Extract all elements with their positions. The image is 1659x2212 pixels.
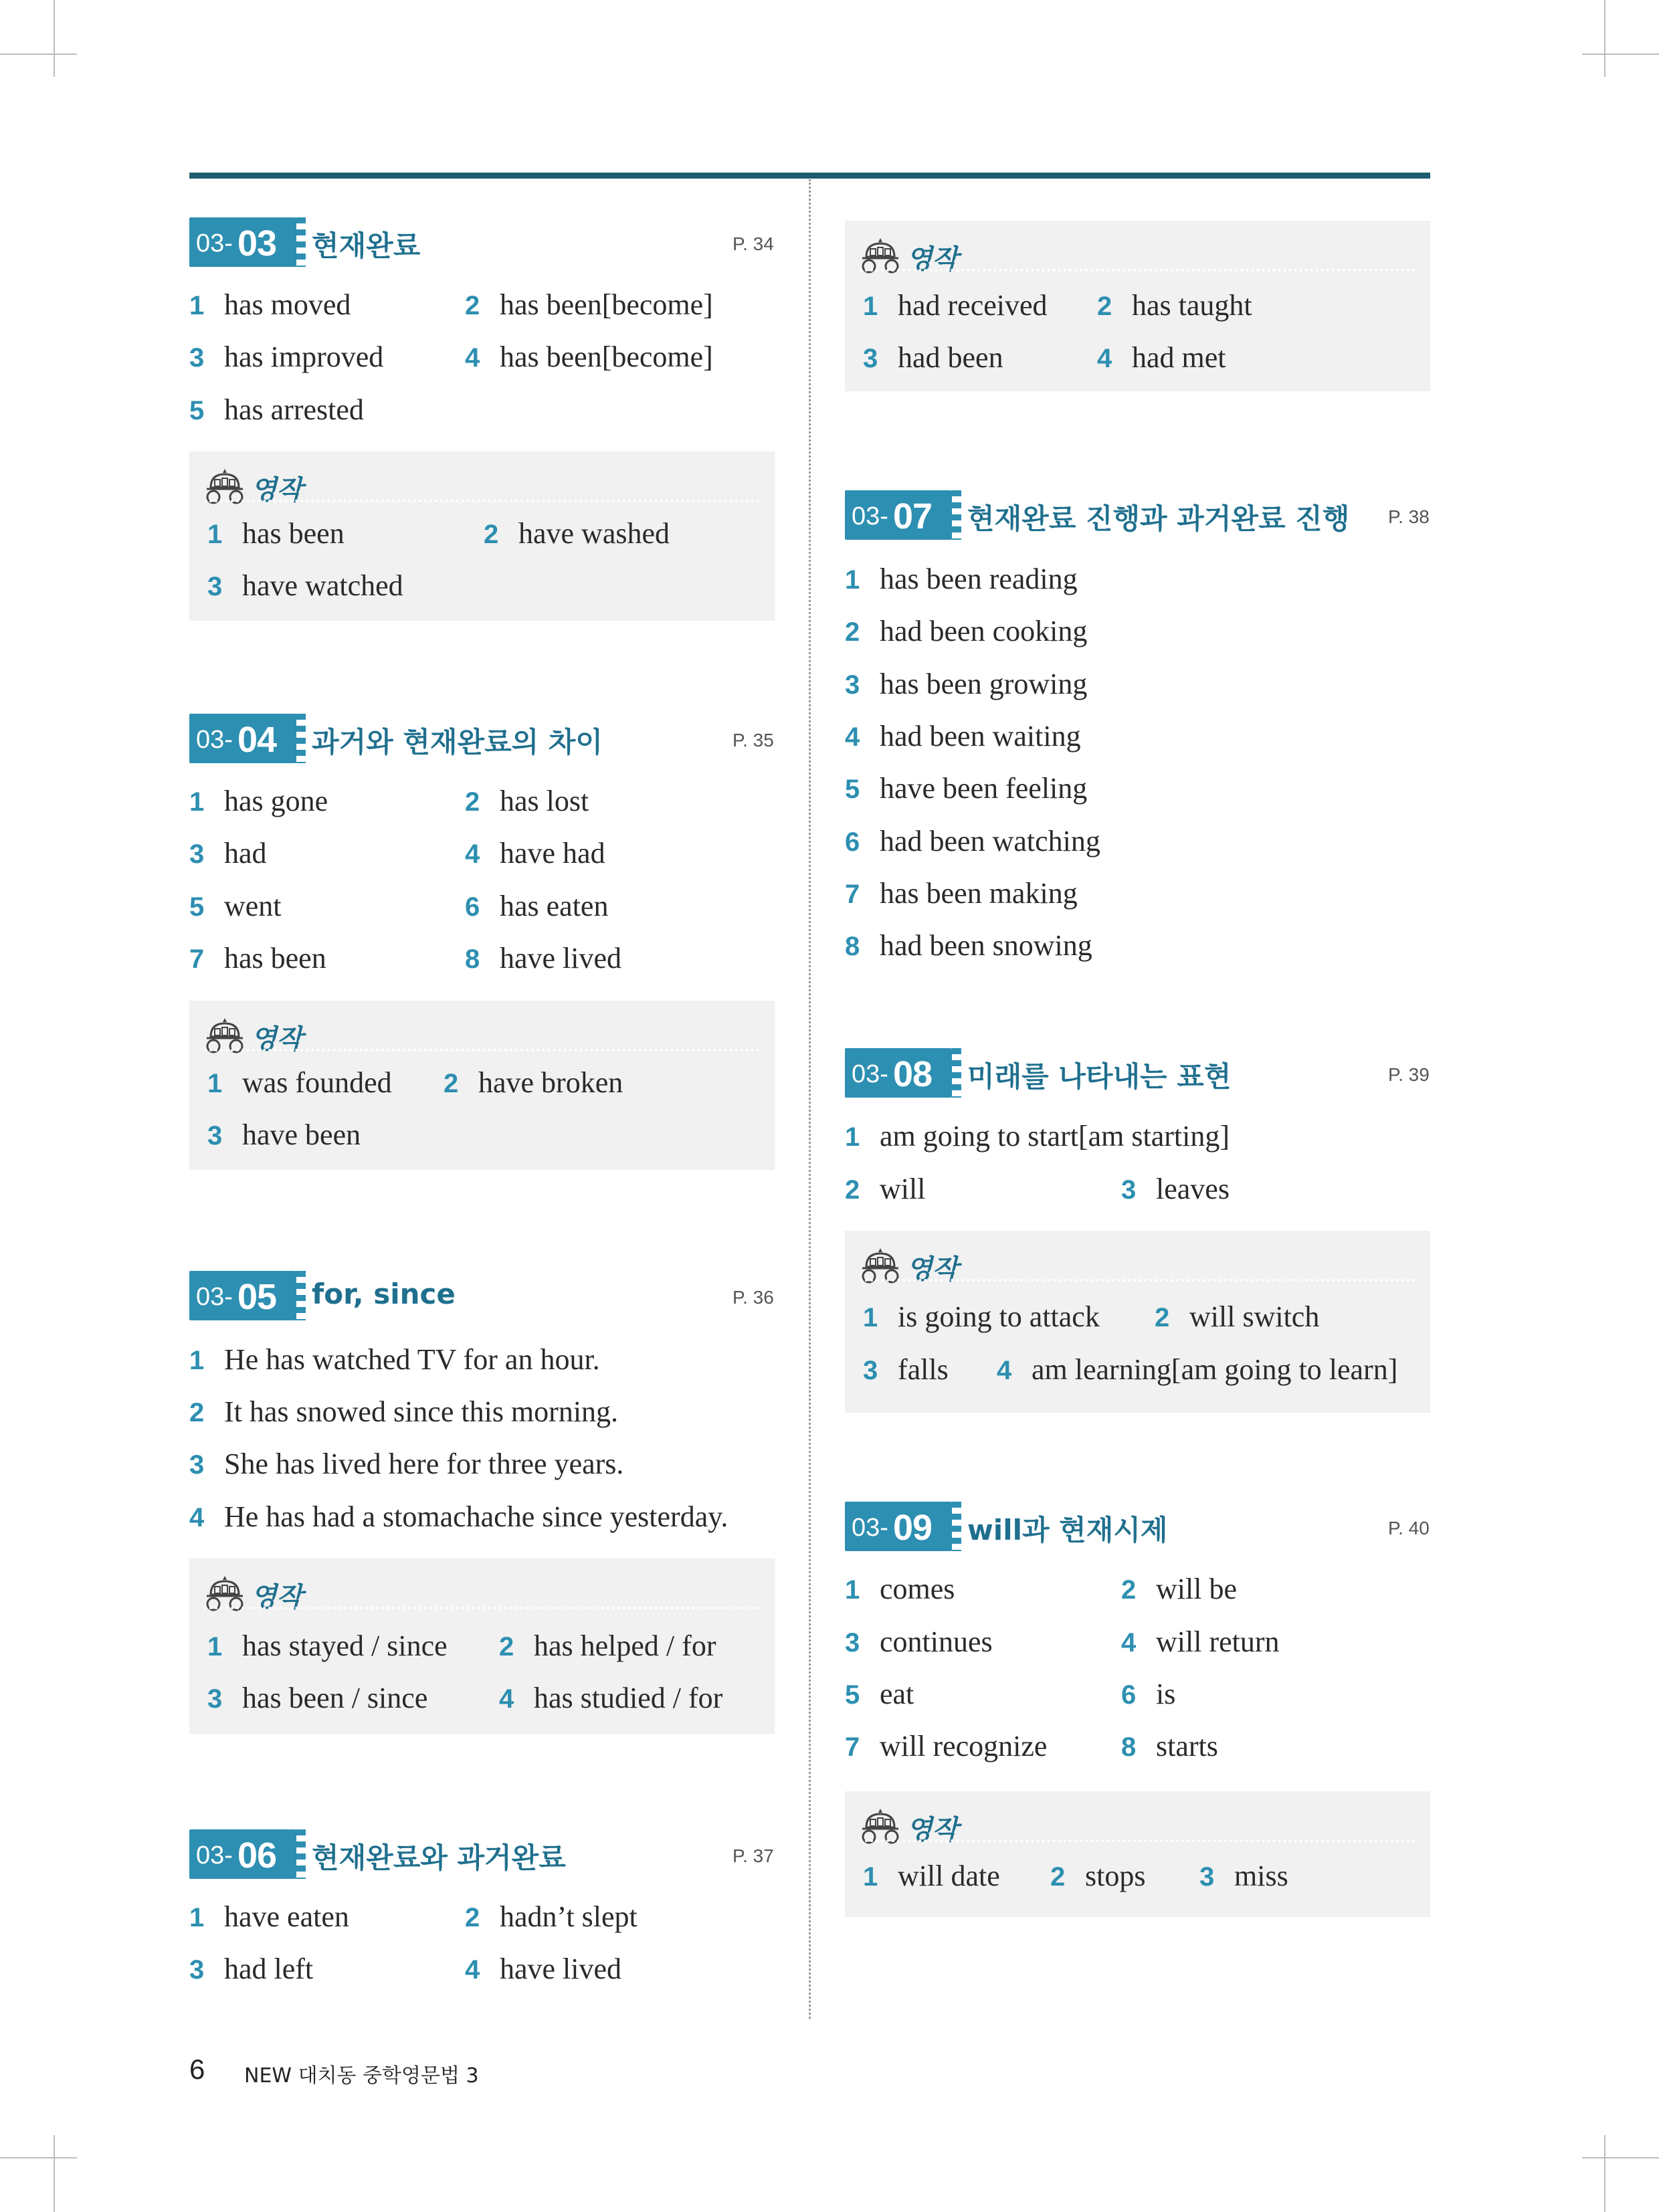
answer-number: 4 [189,1503,205,1532]
answer-item [465,284,713,326]
section-03-08 [845,1048,1430,1098]
answer-item [465,833,605,875]
section-badge [189,714,296,763]
answer-number: 4 [465,343,480,373]
answer-text: am learning[am going to learn] [1032,1353,1398,1386]
answer-text: have lived [500,942,622,975]
answer-text: has been [242,517,345,550]
section-title: 현재완료 [312,229,421,262]
answer-text: is going to attack [898,1300,1100,1333]
box-title: 영작 [906,1815,959,1845]
answer-number: 3 [189,1955,205,1985]
answer-text: has stayed / since [242,1629,448,1662]
answer-text: will be [1156,1573,1237,1605]
badge-number: 09 [893,1508,933,1548]
answer-text: He has had a stomachache since yesterday. [224,1500,728,1533]
badge-number: 06 [237,1835,277,1876]
answer-item [1097,337,1226,379]
answer-number: 3 [845,1628,860,1657]
answer-item [207,1678,427,1720]
answer-number: 1 [207,1069,223,1098]
section-header [845,1502,1430,1551]
answer-item [1121,1169,1230,1211]
page-reference: P. 35 [733,730,774,750]
answer-text: has been / since [242,1682,428,1714]
badge-prefix: 03- [852,1060,888,1088]
answer-number: 6 [465,892,480,922]
answer-item [997,1349,1397,1391]
answer-number: 1 [207,520,223,549]
answer-number: 5 [845,775,860,804]
answer-item [189,1339,600,1381]
badge-number: 03 [237,223,277,264]
writing-practice-box [845,221,1430,391]
answer-number: 3 [189,343,205,373]
answer-text: is [1156,1678,1176,1710]
answer-number: 7 [189,944,205,974]
answer-item [207,513,345,555]
crop-mark [1604,2135,1605,2212]
section-header [845,1048,1430,1098]
answer-number: 2 [1155,1303,1170,1332]
answer-text: will switch [1189,1300,1320,1333]
badge-prefix: 03- [196,726,233,754]
answer-number: 2 [444,1069,459,1098]
answer-item [499,1625,716,1668]
answer-number: 2 [845,617,860,647]
answer-text: has helped / for [534,1629,716,1662]
answer-item [499,1678,722,1720]
book-title: NEW 대치동 중학영문법 3 [244,2064,479,2088]
answer-item [1121,1674,1175,1716]
answer-item [207,1114,361,1157]
answer-item [189,833,267,875]
answer-item [1097,285,1252,327]
answer-item [207,1062,392,1104]
answer-text: had left [224,1952,314,1985]
answer-text: have broken [478,1066,623,1099]
answer-item [465,938,621,980]
section-badge [845,490,952,540]
answer-text: have watched [242,569,403,602]
answer-text: has been growing [880,668,1088,700]
answer-number: 2 [499,1632,514,1662]
answer-number: 2 [465,1903,480,1932]
answer-number: 1 [189,291,205,320]
answer-item [1199,1855,1288,1898]
writing-practice-box [189,1559,775,1734]
answer-text: leaves [1156,1173,1230,1205]
answer-number: 5 [189,396,205,425]
section-title: for, since [312,1278,456,1310]
answer-item [863,1349,949,1391]
answer-item [845,664,1087,706]
answer-text: will [880,1173,926,1205]
answer-text: has taught [1132,289,1252,322]
crop-mark [54,0,55,77]
answer-number: 3 [863,1356,878,1385]
badge-number: 08 [893,1054,933,1094]
answer-item [845,1674,914,1716]
page-reference: P. 34 [733,233,774,254]
answer-number: 1 [189,787,205,817]
answer-item [189,1896,349,1938]
answer-text: had met [1132,341,1226,374]
crop-mark [1582,54,1659,55]
answer-text: He has watched TV for an hour. [224,1343,600,1376]
section-badge [189,1271,296,1320]
answer-text: has moved [224,288,351,321]
badge-notch [952,1048,961,1098]
answer-number: 6 [1121,1680,1137,1710]
answer-text: will date [898,1859,1000,1892]
answer-text: It has snowed since this morning. [224,1395,619,1428]
section-badge [189,217,296,267]
section-header [845,490,1430,540]
answer-item [444,1062,623,1104]
answer-text: She has lived here for three years. [224,1447,624,1480]
answer-item [863,337,1003,379]
answer-text: had [224,837,267,870]
answer-item [189,1948,313,1991]
answer-item [845,821,1100,863]
badge-notch [296,1271,306,1320]
header-rule [189,173,1430,179]
writing-practice-box [845,1231,1430,1413]
answer-text: has gone [224,785,328,817]
answer-item [863,1296,1100,1338]
answer-text: had been [898,341,1003,374]
answer-number: 8 [465,944,480,974]
answer-number: 3 [1121,1175,1137,1205]
answer-number: 3 [189,1450,205,1480]
answer-item [465,886,608,928]
answer-text: has arrested [224,393,364,426]
answer-number: 1 [863,1862,878,1892]
answer-item [845,925,1092,967]
answer-text: had been cooking [880,615,1088,647]
answer-text: went [224,890,282,922]
answer-number: 1 [845,565,860,595]
answer-item [1121,1569,1237,1611]
answer-item [1121,1621,1280,1664]
answer-item [189,1443,623,1486]
badge-notch [952,1502,961,1551]
crop-mark [54,2135,55,2212]
answer-text: had received [898,289,1048,322]
box-title: 영작 [906,1254,959,1285]
badge-prefix: 03- [196,1841,233,1870]
answer-text: had been watching [880,825,1100,858]
section-03-07 [845,490,1430,540]
answer-text: have had [500,837,605,870]
box-divider [860,1279,1416,1282]
answer-item [189,781,328,823]
answer-number: 4 [997,1356,1012,1385]
answer-number: 2 [845,1175,860,1205]
answer-number: 5 [845,1680,860,1710]
answer-number: 4 [1097,344,1112,373]
answer-number: 3 [863,344,878,373]
answer-number: 8 [845,932,860,961]
section-03-05 [189,1271,775,1320]
page-reference: P. 37 [733,1845,774,1866]
section-header [189,217,775,267]
answer-number: 3 [845,670,860,700]
answer-text: was founded [242,1066,392,1099]
answer-item [189,336,383,379]
answer-item [189,284,351,326]
answer-item [845,768,1087,810]
answer-number: 3 [1199,1862,1215,1892]
answer-number: 6 [845,827,860,857]
answer-item [845,716,1081,758]
answer-number: 1 [845,1575,860,1605]
box-divider [860,1839,1416,1842]
answer-item [484,513,670,555]
answer-text: stops [1085,1859,1146,1892]
answer-item [845,611,1087,653]
answer-item [189,389,364,431]
answer-text: comes [880,1573,955,1605]
answer-text: have washed [518,517,670,550]
box-title: 영작 [251,1582,303,1613]
answer-number: 2 [1121,1575,1137,1605]
badge-prefix: 03- [852,502,888,530]
answer-number: 2 [484,520,499,549]
crop-mark [1604,0,1605,77]
badge-prefix: 03- [196,229,233,258]
answer-number: 1 [863,1303,878,1332]
answer-item [1155,1296,1319,1338]
box-title: 영작 [906,244,959,275]
column-divider [809,179,811,2019]
answer-number: 3 [207,1684,223,1714]
answer-item [863,1855,1000,1898]
box-divider [860,269,1416,272]
page-reference: P. 38 [1388,506,1430,527]
answer-number: 1 [189,1346,205,1375]
crop-mark [0,2157,77,2158]
answer-text: starts [1156,1730,1218,1763]
answer-text: eat [880,1678,914,1710]
section-badge [189,1829,296,1879]
answer-item [845,1116,1230,1158]
section-badge [845,1502,952,1551]
box-title: 영작 [251,1024,303,1055]
answer-number: 4 [1121,1628,1137,1657]
badge-number: 04 [237,720,277,760]
answer-text: has improved [224,340,384,373]
answer-item [1121,1726,1218,1768]
answer-number: 4 [499,1684,514,1714]
section-badge [845,1048,952,1098]
section-03-04 [189,714,775,763]
answer-item [189,886,282,928]
answer-item [845,1569,955,1611]
page-reference: P. 39 [1388,1064,1430,1085]
badge-notch [296,217,306,267]
crop-mark [0,54,77,55]
writing-practice-box [189,1001,775,1170]
answer-text: has eaten [500,890,609,922]
answer-text: has been making [880,877,1078,910]
answer-text: have been [242,1118,361,1151]
answer-text: has been reading [880,563,1078,595]
section-header [189,714,775,763]
answer-number: 5 [189,892,205,922]
box-divider [204,500,760,502]
box-divider [204,1049,760,1051]
section-title: will과 현재시제 [967,1514,1168,1546]
answer-item [189,1391,618,1433]
answer-text: will return [1156,1625,1280,1658]
answer-item [863,285,1048,327]
writing-practice-box [845,1791,1430,1917]
answer-item [465,336,713,379]
page-number: 6 [189,2053,205,2085]
answer-number: 2 [465,787,480,817]
answer-number: 1 [845,1122,860,1152]
section-03-06 [189,1829,775,1879]
answer-number: 2 [1050,1862,1066,1892]
badge-notch [296,1829,306,1879]
section-header [189,1271,775,1320]
answer-item [465,781,589,823]
answer-number: 3 [189,839,205,869]
badge-number: 07 [893,496,933,536]
answer-item [845,1726,1047,1768]
answer-item [207,1625,448,1668]
answer-text: hadn’t slept [500,1900,638,1933]
answer-item [465,1896,638,1938]
answer-text: falls [898,1353,949,1386]
badge-notch [296,714,306,763]
badge-notch [952,490,961,540]
answer-item [189,1496,728,1538]
answer-item [845,1169,925,1211]
section-title: 과거와 현재완료의 차이 [312,726,603,759]
section-title: 현재완료 진행과 과거완료 진행 [967,502,1350,535]
answer-number: 2 [465,291,480,320]
answer-number: 2 [189,1398,205,1427]
answer-number: 7 [845,880,860,909]
writing-practice-box [189,451,775,621]
answer-text: has been[become] [500,340,713,373]
answer-item [845,559,1078,601]
section-header [189,1829,775,1879]
answer-number: 1 [207,1632,223,1662]
answer-text: has studied / for [534,1682,723,1714]
answer-item [189,938,326,980]
section-title: 현재완료와 과거완료 [312,1841,566,1874]
box-title: 영작 [251,475,303,506]
page-reference: P. 36 [733,1287,774,1308]
answer-text: am going to start[am starting] [880,1120,1230,1152]
answer-number: 2 [1097,292,1112,321]
answer-number: 7 [845,1732,860,1762]
answer-text: have eaten [224,1900,349,1933]
answer-item [465,1948,621,1991]
answer-number: 1 [863,292,878,321]
answer-number: 4 [845,722,860,752]
answer-text: has been [224,942,326,975]
answer-number: 4 [465,1955,480,1985]
answer-number: 3 [207,1121,223,1150]
answer-number: 8 [1121,1732,1137,1762]
section-03-03 [189,217,775,267]
badge-number: 05 [237,1277,277,1317]
answer-text: has lost [500,785,589,817]
badge-prefix: 03- [196,1283,233,1311]
answer-number: 3 [207,572,223,601]
answer-number: 1 [189,1903,205,1932]
answer-item [1050,1855,1145,1898]
badge-prefix: 03- [852,1514,888,1542]
answer-text: miss [1234,1859,1288,1892]
answer-text: continues [880,1625,993,1658]
section-title: 미래를 나타내는 표현 [967,1060,1232,1093]
section-03-09 [845,1502,1430,1551]
answer-item [845,873,1078,915]
answer-text: has been[become] [500,288,713,321]
answer-text: have been feeling [880,772,1088,805]
answer-number: 4 [465,839,480,869]
box-divider [204,1607,760,1609]
answer-item [845,1621,993,1664]
answer-item [207,565,403,607]
answer-text: had been snowing [880,929,1092,962]
answer-text: will recognize [880,1730,1048,1763]
page-reference: P. 40 [1388,1518,1430,1538]
answer-text: have lived [500,1952,622,1985]
crop-mark [1582,2157,1659,2158]
answer-text: had been waiting [880,720,1081,752]
